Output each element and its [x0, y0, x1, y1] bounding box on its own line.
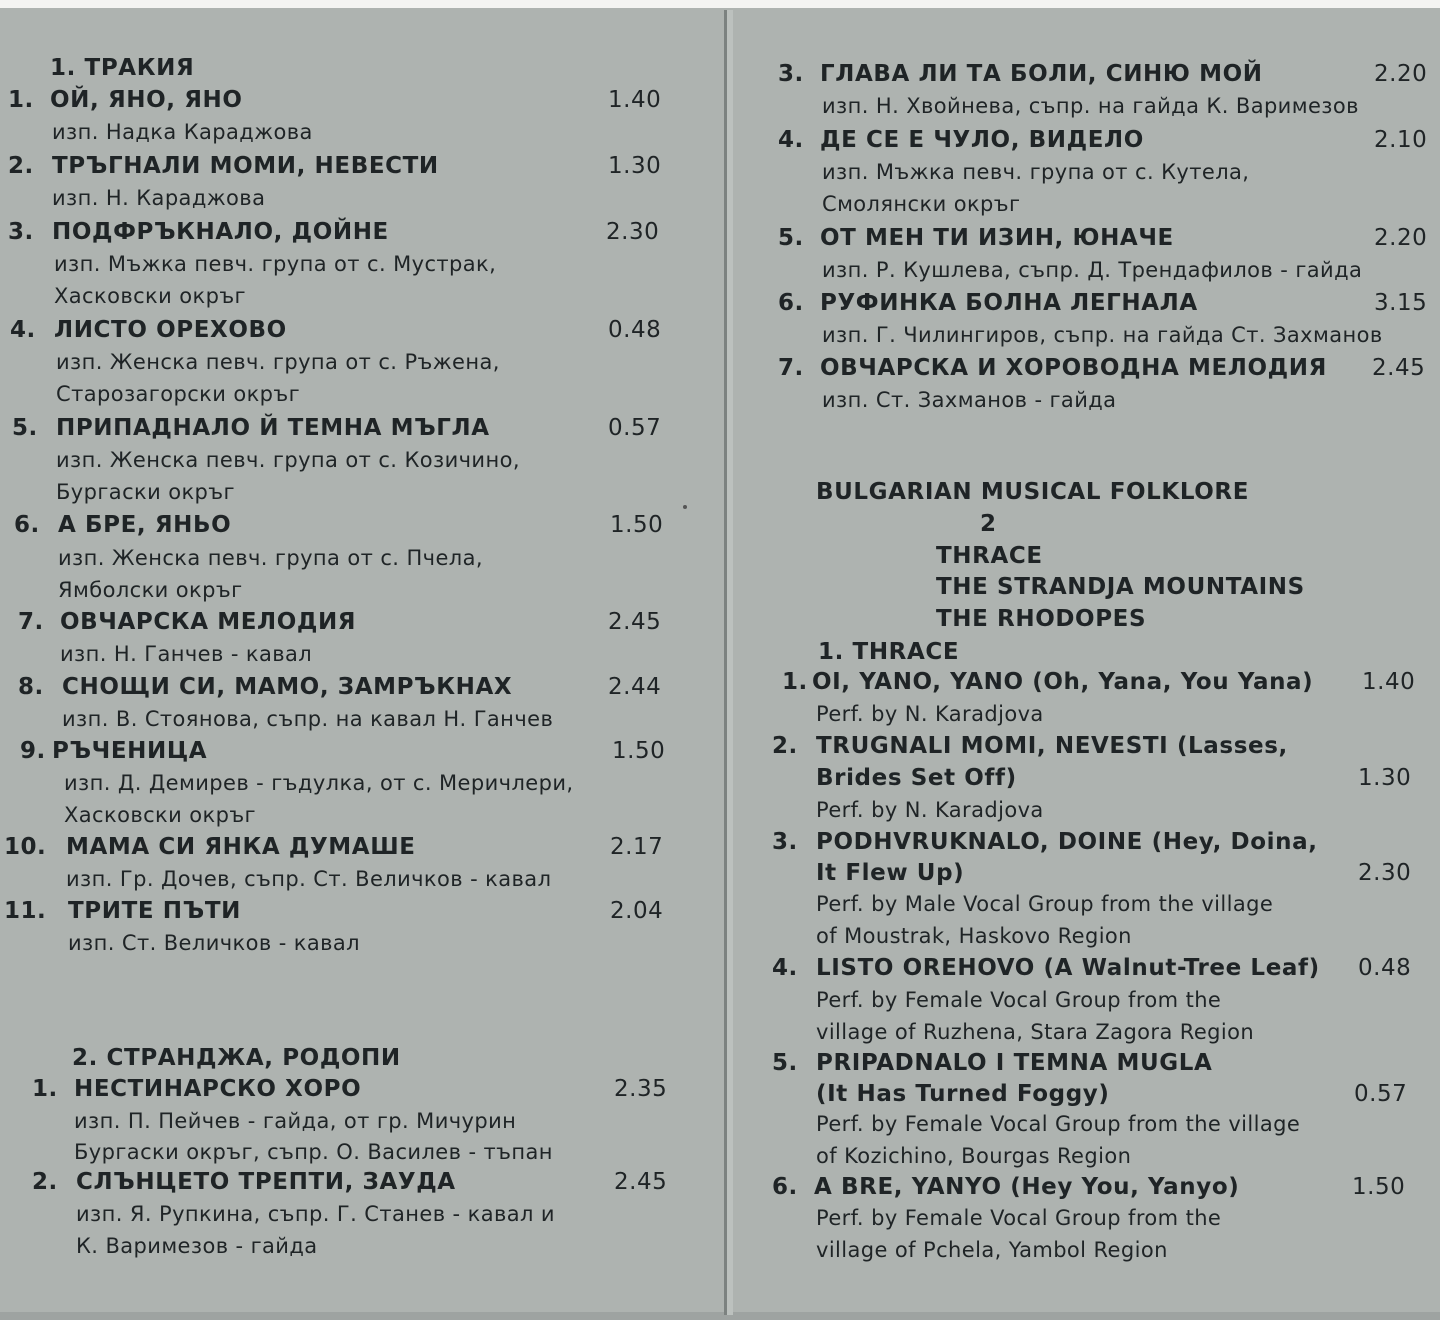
- track-title: ОВЧАРСКА И ХОРОВОДНА МЕЛОДИЯ: [820, 355, 1327, 381]
- album-region: THE RHODOPES: [936, 606, 1147, 632]
- track-number: 1.: [32, 1076, 58, 1102]
- track-duration: 2.35: [614, 1076, 668, 1102]
- track-number: 3.: [772, 829, 798, 855]
- track-duration: 0.48: [1358, 955, 1412, 981]
- track-title: СЛЪНЦЕТО ТРЕПТИ, ЗАУДА: [76, 1169, 456, 1195]
- track-title: ЛИСТО ОРЕХОВО: [54, 317, 287, 343]
- track-number: 7.: [778, 355, 804, 381]
- track-number: 8.: [18, 674, 44, 700]
- track-number: 7.: [18, 609, 44, 635]
- track-duration: 0.48: [608, 317, 662, 343]
- track-duration: 2.04: [610, 898, 664, 924]
- track-duration: 2.45: [1372, 355, 1426, 381]
- track-duration: 2.45: [614, 1169, 668, 1195]
- track-performer: Perf. by Female Vocal Group from the: [816, 1206, 1222, 1230]
- track-row-continued: [740, 762, 1440, 794]
- track-duration: 2.30: [606, 219, 660, 245]
- track-performer-region: village of Pchela, Yambol Region: [816, 1238, 1168, 1262]
- track-row: [740, 1171, 1440, 1203]
- track-row: [0, 412, 700, 444]
- track-title: OI, YANO, YANO (Oh, Yana, You Yana): [812, 669, 1314, 695]
- track-number: 4.: [778, 127, 804, 153]
- track-performer: изп. Я. Рупкина, съпр. Г. Станев - кавал и: [76, 1202, 555, 1226]
- track-performer-region: Старозагорски окръг: [56, 382, 301, 406]
- track-row: [0, 831, 700, 863]
- track-row: [740, 287, 1440, 319]
- section-heading-strandja-rhodopes: 2. СТРАНДЖА, РОДОПИ: [72, 1045, 401, 1071]
- fold-shadow: [727, 10, 733, 1315]
- track-duration: 1.50: [1352, 1174, 1406, 1200]
- track-number: 10.: [4, 834, 47, 860]
- left-panel: [0, 0, 700, 1320]
- album-title: BULGARIAN MUSICAL FOLKLORE: [816, 479, 1250, 505]
- track-row: [740, 222, 1440, 254]
- track-row-continued: [740, 857, 1440, 889]
- track-number: 9.: [20, 738, 46, 764]
- track-row: [0, 1073, 700, 1105]
- track-number: 1.: [782, 669, 808, 695]
- track-row: [740, 352, 1440, 384]
- track-row: [0, 671, 700, 703]
- track-performer: Perf. by Male Vocal Group from the village: [816, 892, 1274, 916]
- track-row: [0, 509, 700, 541]
- track-number: 6.: [14, 512, 40, 538]
- track-row: [0, 150, 700, 182]
- track-title: PRIPADNALO I TEMNA MUGLA: [816, 1050, 1213, 1076]
- track-duration: 1.30: [1358, 765, 1412, 791]
- track-duration: 2.45: [608, 609, 662, 635]
- section-heading-thrace-en: 1. THRACE: [818, 639, 960, 665]
- track-row: [0, 1166, 700, 1198]
- track-number: 5.: [772, 1050, 798, 1076]
- track-title: А БРЕ, ЯНЬО: [58, 512, 232, 538]
- track-performer: изп. Г. Чилингиров, съпр. на гайда Ст. Захманов: [822, 323, 1383, 347]
- track-row: [740, 58, 1440, 90]
- track-duration: 1.30: [608, 153, 662, 179]
- track-title: СНОЩИ СИ, МАМО, ЗАМРЪКНАХ: [62, 674, 513, 700]
- track-performer: изп. Д. Демирев - гъдулка, от с. Меричлери,: [64, 771, 574, 795]
- track-performer: изп. Женска певч. група от с. Пчела,: [58, 546, 483, 570]
- track-title: ДЕ СЕ Е ЧУЛО, ВИДЕЛО: [820, 127, 1144, 153]
- track-title: ТРЪГНАЛИ МОМИ, НЕВЕСТИ: [52, 153, 439, 179]
- track-performer: изп. Н. Хвойнева, съпр. на гайда К. Варимезов: [822, 94, 1359, 118]
- track-duration: 2.10: [1374, 127, 1428, 153]
- album-volume: 2: [980, 511, 997, 537]
- track-row: [740, 730, 1440, 762]
- track-performer: Perf. by N. Karadjova: [816, 702, 1044, 726]
- track-performer-region: Бургаски окръг, съпр. О. Василев - тъпан: [74, 1140, 553, 1164]
- track-title: TRUGNALI MOMI, NEVESTI (Lasses,: [816, 733, 1288, 759]
- track-number: 1.: [8, 87, 34, 113]
- track-number: 6.: [778, 290, 804, 316]
- right-panel: [740, 0, 1440, 1320]
- track-title: МАМА СИ ЯНКА ДУМАШЕ: [66, 834, 416, 860]
- track-performer-region: Смолянски окръг: [822, 192, 1021, 216]
- track-row: [0, 216, 700, 248]
- track-number: 3.: [8, 219, 34, 245]
- track-row: [0, 895, 700, 927]
- track-performer-region: Бургаски окръг: [56, 480, 235, 504]
- track-number: 4.: [10, 317, 36, 343]
- track-duration: 2.20: [1374, 61, 1428, 87]
- track-performer-region: of Moustrak, Haskovo Region: [816, 924, 1132, 948]
- track-duration: 0.57: [1354, 1081, 1408, 1107]
- track-performer: изп. Ст. Захманов - гайда: [822, 388, 1117, 412]
- track-row: [0, 606, 700, 638]
- track-row: [0, 735, 700, 767]
- track-title: PODHVRUKNALO, DOINE (Hey, Doina,: [816, 829, 1318, 855]
- track-performer: изп. Мъжка певч. група от с. Кутела,: [822, 160, 1250, 184]
- track-performer-region: Хасковски окръг: [54, 284, 246, 308]
- track-title: ПОДФРЪКНАЛО, ДОЙНЕ: [52, 219, 389, 245]
- track-number: 11.: [4, 898, 47, 924]
- track-performer: изп. Ст. Величков - кавал: [68, 931, 361, 955]
- track-title-continued: (It Has Turned Foggy): [816, 1081, 1110, 1107]
- track-performer: изп. Н. Караджова: [52, 186, 266, 210]
- track-number: 5.: [778, 225, 804, 251]
- track-title: РУФИНКА БОЛНА ЛЕГНАЛА: [820, 290, 1198, 316]
- track-performer: изп. Р. Кушлева, съпр. Д. Трендафилов - гайда: [822, 258, 1363, 282]
- track-row: [740, 952, 1440, 984]
- track-duration: 1.40: [1362, 669, 1416, 695]
- track-title: НЕСТИНАРСКО ХОРО: [74, 1076, 362, 1102]
- track-duration: 2.20: [1374, 225, 1428, 251]
- track-row: [740, 666, 1440, 698]
- track-performer: изп. Надка Караджова: [52, 120, 313, 144]
- track-duration: 2.17: [610, 834, 664, 860]
- track-performer-region: of Kozichino, Bourgas Region: [816, 1144, 1132, 1168]
- track-row: [0, 84, 700, 116]
- section-heading-thrace: 1. ТРАКИЯ: [50, 55, 195, 81]
- track-performer-extra: К. Варимезов - гайда: [76, 1234, 318, 1258]
- track-title: ОЙ, ЯНО, ЯНО: [50, 87, 243, 113]
- track-title: ОВЧАРСКА МЕЛОДИЯ: [60, 609, 357, 635]
- track-number: 3.: [778, 61, 804, 87]
- track-title: A BRE, YANYO (Hey You, Yanyo): [814, 1174, 1240, 1200]
- track-performer: Perf. by Female Vocal Group from the: [816, 988, 1222, 1012]
- track-title: LISTO OREHOVO (A Walnut-Tree Leaf): [816, 955, 1320, 981]
- track-title: РЪЧЕНИЦА: [52, 738, 208, 764]
- track-performer: изп. П. Пейчев - гайда, от гр. Мичурин: [74, 1109, 517, 1133]
- track-duration: 1.40: [608, 87, 662, 113]
- track-performer: изп. Женска певч. група от с. Ръжена,: [56, 350, 500, 374]
- track-duration: 1.50: [612, 738, 666, 764]
- track-row: [740, 1047, 1440, 1079]
- track-number: 4.: [772, 955, 798, 981]
- track-title-continued: It Flew Up): [816, 860, 965, 886]
- track-performer: изп. В. Стоянова, съпр. на кавал Н. Ганчев: [62, 707, 554, 731]
- track-number: 2.: [8, 153, 34, 179]
- track-duration: 1.50: [610, 512, 664, 538]
- track-number: 2.: [32, 1169, 58, 1195]
- track-duration: 2.44: [608, 674, 662, 700]
- track-row: [740, 826, 1440, 858]
- track-title: ТРИТЕ ПЪТИ: [68, 898, 241, 924]
- track-row: [740, 124, 1440, 156]
- track-performer: изп. Мъжка певч. група от с. Мустрак,: [54, 252, 497, 276]
- track-row-continued: [740, 1078, 1440, 1110]
- track-performer: изп. Женска певч. група от с. Козичино,: [56, 448, 520, 472]
- album-region: THRACE: [936, 543, 1043, 569]
- track-duration: 0.57: [608, 415, 662, 441]
- track-title-continued: Brides Set Off): [816, 765, 1017, 791]
- track-number: 2.: [772, 733, 798, 759]
- track-performer: изп. Н. Ганчев - кавал: [60, 642, 313, 666]
- track-duration: 3.15: [1374, 290, 1428, 316]
- album-region: THE STRANDJA MOUNTAINS: [936, 574, 1305, 600]
- track-performer-region: Ямболски окръг: [58, 578, 243, 602]
- track-performer-region: village of Ruzhena, Stara Zagora Region: [816, 1020, 1255, 1044]
- track-performer: изп. Гр. Дочев, съпр. Ст. Величков - кавал: [66, 867, 552, 891]
- track-title: ПРИПАДНАЛО Й ТЕМНА МЪГЛА: [56, 415, 490, 441]
- track-title: ОТ МЕН ТИ ИЗИН, ЮНАЧЕ: [820, 225, 1174, 251]
- track-number: 5.: [12, 415, 38, 441]
- track-performer: Perf. by N. Karadjova: [816, 798, 1044, 822]
- track-number: 6.: [772, 1174, 798, 1200]
- track-performer-region: Хасковски окръг: [64, 803, 256, 827]
- track-row: [0, 314, 700, 346]
- track-performer: Perf. by Female Vocal Group from the village: [816, 1112, 1301, 1136]
- track-duration: 2.30: [1358, 860, 1412, 886]
- track-title: ГЛАВА ЛИ ТА БОЛИ, СИНЮ МОЙ: [820, 61, 1263, 87]
